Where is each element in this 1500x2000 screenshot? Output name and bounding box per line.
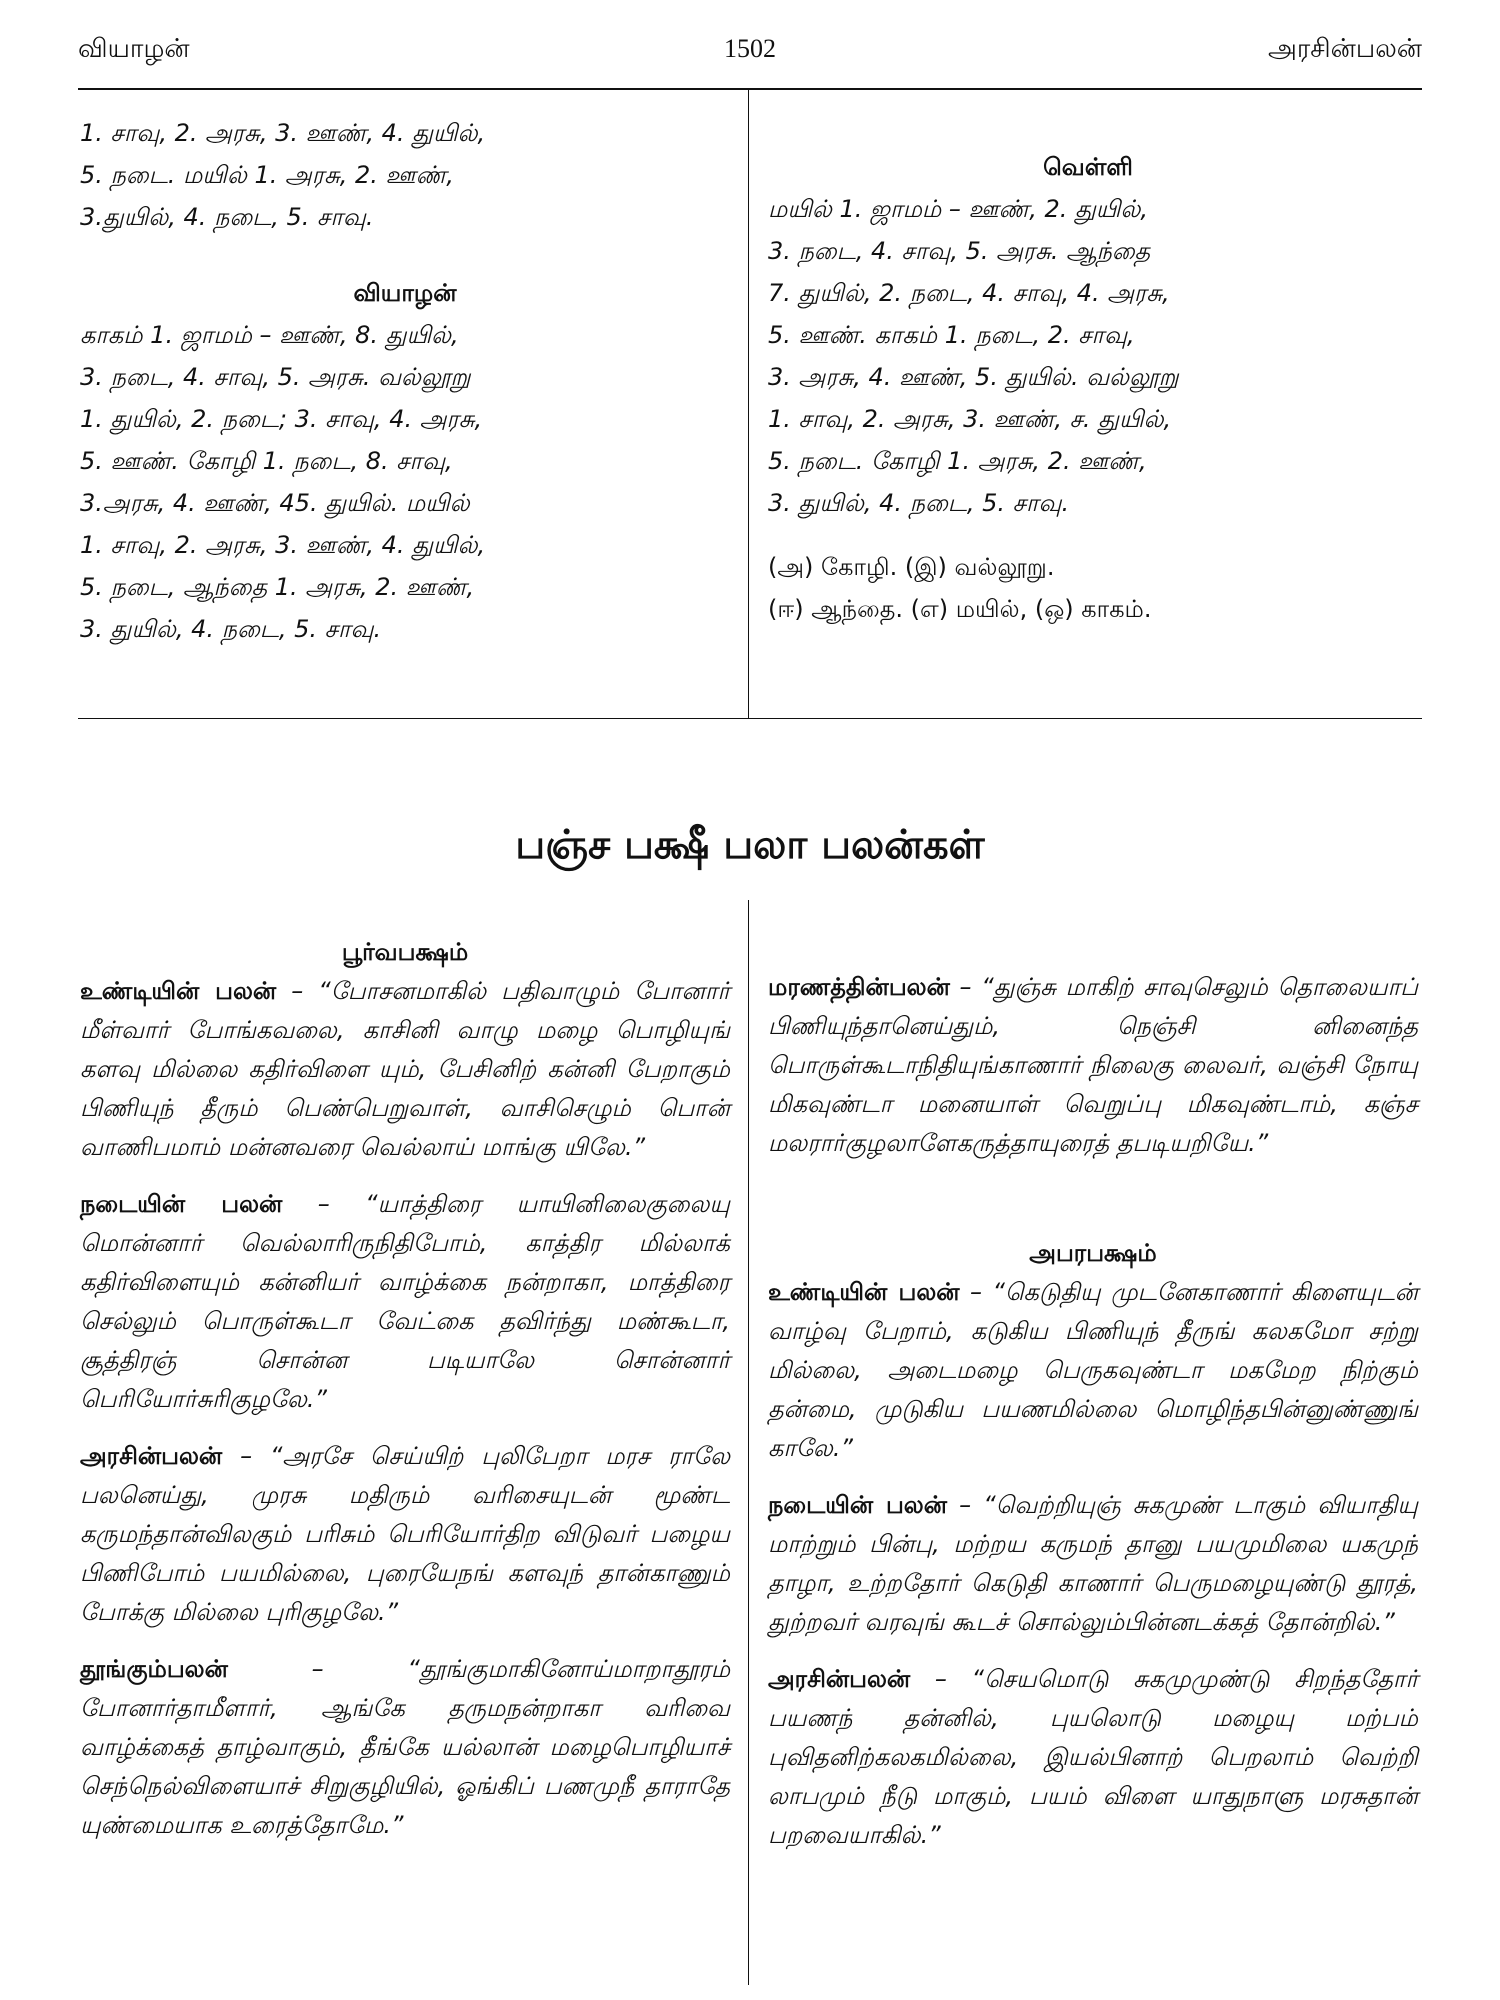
section-title: பஞ்ச பக்ஷீ பலா பலன்கள் bbox=[515, 822, 985, 868]
verse-label: உண்டியின் பலன் bbox=[768, 1278, 960, 1306]
table-line: 7. துயில், 2. நடை, 4. சாவு, 4. அரசு, bbox=[768, 279, 1170, 307]
verse-label: நடையின் பலன் bbox=[80, 1190, 283, 1218]
header-rule bbox=[78, 88, 1422, 90]
bottom-left-column bbox=[80, 932, 730, 1863]
bottom-right-column bbox=[768, 968, 1418, 1873]
table-line: மயில் 1. ஜாமம் – ஊண், 2. துயில், bbox=[768, 195, 1148, 223]
top-right-column bbox=[768, 112, 1408, 630]
verse-label: தூங்கும்பலன் bbox=[80, 1655, 228, 1683]
table-line: 3. துயில், 4. நடை, 5. சாவு. bbox=[80, 615, 382, 643]
table-line: காகம் 1. ஜாமம் – ஊண், 8. துயில், bbox=[80, 321, 459, 349]
verse-paragraph bbox=[768, 1273, 1418, 1468]
verse-label: நடையின் பலன் bbox=[768, 1491, 948, 1519]
table-line: 5. ஊண். கோழி 1. நடை, 8. சாவு, bbox=[80, 447, 453, 475]
verse-paragraph bbox=[80, 972, 730, 1167]
verse-paragraph bbox=[80, 1650, 730, 1845]
table-line: 5. நடை. மயில் 1. அரசு, 2. ஊண், bbox=[80, 161, 454, 189]
table-line: 1. சாவு, 2. அரசு, 3. ஊண், 4. துயில், bbox=[80, 531, 486, 559]
table-line: 5. நடை, ஆந்தை 1. அரசு, 2. ஊண், bbox=[80, 573, 475, 601]
table-line: 1. சாவு, 2. அரசு, 3. ஊண், ச. துயில், bbox=[768, 405, 1172, 433]
verse-label: மரணத்தின்பலன் bbox=[768, 973, 950, 1001]
verse-text: – “துஞ்சு மாகிற் சாவுசெலும் தொலையாப் பிணியுந்தானெய்தும், நெஞ்சி னினைந்த பொருள்கூடாநிதியுங்காணார் நிலைகு லைவர், வஞ்சி நோயு மிகவுண்டா மனையாள் வெறுப்பு மிகவுண்டாம், கஞ்ச மலரார்குழலாளேகருத்தாயுரைத் தபடியறியே.” bbox=[768, 973, 1418, 1157]
verse-text: – “வெற்றியுஞ் சுகமுண் டாகும் வியாதியு மாற்றும் பின்பு, மற்றய கருமந் தானு பயமுமிலை யகமுந் தாழா, உற்றதோர் கெடுதி காணார் பெருமழையுண்டு தூரத், துற்றவர் வரவுங் கூடச் சொல்லும்பின்னடக்கத் தோன்றில்.” bbox=[768, 1491, 1418, 1636]
table-line: 3. நடை, 4. சாவு, 5. அரசு. வல்லூறு bbox=[80, 363, 471, 391]
subsection-heading-purvapaksham: பூர்வபக்ஷம் bbox=[341, 938, 469, 966]
verse-text: – “செயமொடு சுகமுமுண்டு சிறந்ததோர் பயணந் தன்னில், புயலொடு மழையு மற்பம் புவிதனிற்கலகமில்லை, இயல்பினாற் பெறலாம் வெற்றி லாபமும் நீடு மாகும், பயம் விளை யாதுநாளு மரசுதான் பறவையாகில்.” bbox=[768, 1665, 1418, 1849]
verse-text: – “தூங்குமாகினோய்மாறாதூரம் போனார்தாமீளார், ஆங்கே தருமநன்றாகா வரிவை வாழ்க்கைத் தாழ்வாகும், தீங்கே யல்லான் மழைபொழியாச் செந்நெல்விளையாச் சிறுகுழியில், ஓங்கிப் பணமுநீ தாராதே யுண்மையாக உரைத்தோமே.” bbox=[80, 1655, 730, 1839]
table-line: 1. துயில், 2. நடை; 3. சாவு, 4. அரசு, bbox=[80, 405, 483, 433]
bird-key-line: (அ) கோழி. (இ) வல்லூறு. bbox=[768, 553, 1055, 581]
day-heading-friday: வெள்ளி bbox=[1043, 153, 1133, 181]
table-line: 3. நடை, 4. சாவு, 5. அரசு. ஆந்தை bbox=[768, 237, 1151, 265]
running-head-left: வியாழன் bbox=[78, 34, 190, 64]
bottom-column-divider bbox=[748, 900, 749, 1985]
verse-paragraph bbox=[80, 1437, 730, 1632]
page-header bbox=[78, 34, 1422, 86]
running-head-right: அரசின்பலன் bbox=[1267, 34, 1422, 64]
verse-label: அரசின்பலன் bbox=[768, 1665, 911, 1693]
table-line: 3. துயில், 4. நடை, 5. சாவு. bbox=[768, 489, 1070, 517]
table-line: 3. அரசு, 4. ஊண், 5. துயில். வல்லூறு bbox=[768, 363, 1179, 391]
verse-paragraph bbox=[768, 1660, 1418, 1855]
verse-text: – “போசனமாகில் பதிவாழும் போனார் மீள்வார் போங்கவலை, காசினி வாழு மழை பொழியுங் களவு மில்லை கதிர்விளை யும், பேசினிற் கன்னி பேறாகும் பிணியுந் தீரும் பெண்பெறுவாள், வாசிசெழும் பொன் வாணிபமாம் மன்னவரை வெல்லாய் மாங்கு யிலே.” bbox=[80, 977, 731, 1161]
verse-label: அரசின்பலன் bbox=[80, 1442, 223, 1470]
table-line: 5. நடை. கோழி 1. அரசு, 2. ஊண், bbox=[768, 447, 1147, 475]
section-rule bbox=[78, 718, 1422, 719]
table-line: 5. ஊண். காகம் 1. நடை, 2. சாவு, bbox=[768, 321, 1135, 349]
verse-label: உண்டியின் பலன் bbox=[80, 977, 277, 1005]
verse-paragraph bbox=[768, 1486, 1418, 1642]
subsection-heading-aparapaksham: அபரபக்ஷம் bbox=[1029, 1239, 1157, 1267]
verse-paragraph bbox=[80, 1185, 730, 1419]
top-column-divider bbox=[748, 88, 749, 718]
verse-text: – “அரசே செய்யிற் புலிபேறா மரச ராலே பலனெய்து, முரசு மதிரும் வரிசையுடன் மூண்ட கருமந்தான்விலகும் பரிசும் பெரியோர்திற விடுவர் பழைய பிணிபோம் பயமில்லை, புரையேநங் களவுந் தான்காணும் போக்கு மில்லை புரிகுழலே.” bbox=[80, 1442, 730, 1626]
day-heading-thursday: வியாழன் bbox=[353, 279, 457, 307]
verse-text: – “யாத்திரை யாயினிலைகுலையு மொன்னார் வெல்லாரிருநிதிபோம், காத்திர மில்லாக் கதிர்விளையும் கன்னியர் வாழ்க்கை நன்றாகா, மாத்திரை செல்லும் பொருள்கூடா வேட்கை தவிர்ந்து மண்கூடா, சூத்திரஞ் சொன்ன படியாலே சொன்னார் பெரியோர்சுரிகுழலே.” bbox=[80, 1190, 730, 1413]
bird-key-line: (ஈ) ஆந்தை. (எ) மயில், (ஒ) காகம். bbox=[768, 595, 1152, 623]
verse-text: – “கெடுதியு முடனேகாணார் கிளையுடன் வாழ்வு பேறாம், கடுகிய பிணியுந் தீருங் கலகமோ சற்று மில்லை, அடைமழை பெருகவுண்டா மகமேற நிற்கும் தன்மை, முடுகிய பயணமில்லை மொழிந்தபின்னுண்ணுங் காலே.” bbox=[768, 1278, 1418, 1462]
table-line: 3.அரசு, 4. ஊண், 45. துயில். மயில் bbox=[80, 489, 470, 517]
table-line: 3.துயில், 4. நடை, 5. சாவு. bbox=[80, 203, 374, 231]
table-line: 1. சாவு, 2. அரசு, 3. ஊண், 4. துயில், bbox=[80, 119, 486, 147]
top-left-column bbox=[80, 112, 730, 650]
verse-paragraph bbox=[768, 968, 1418, 1163]
page-number: 1502 bbox=[724, 34, 776, 63]
